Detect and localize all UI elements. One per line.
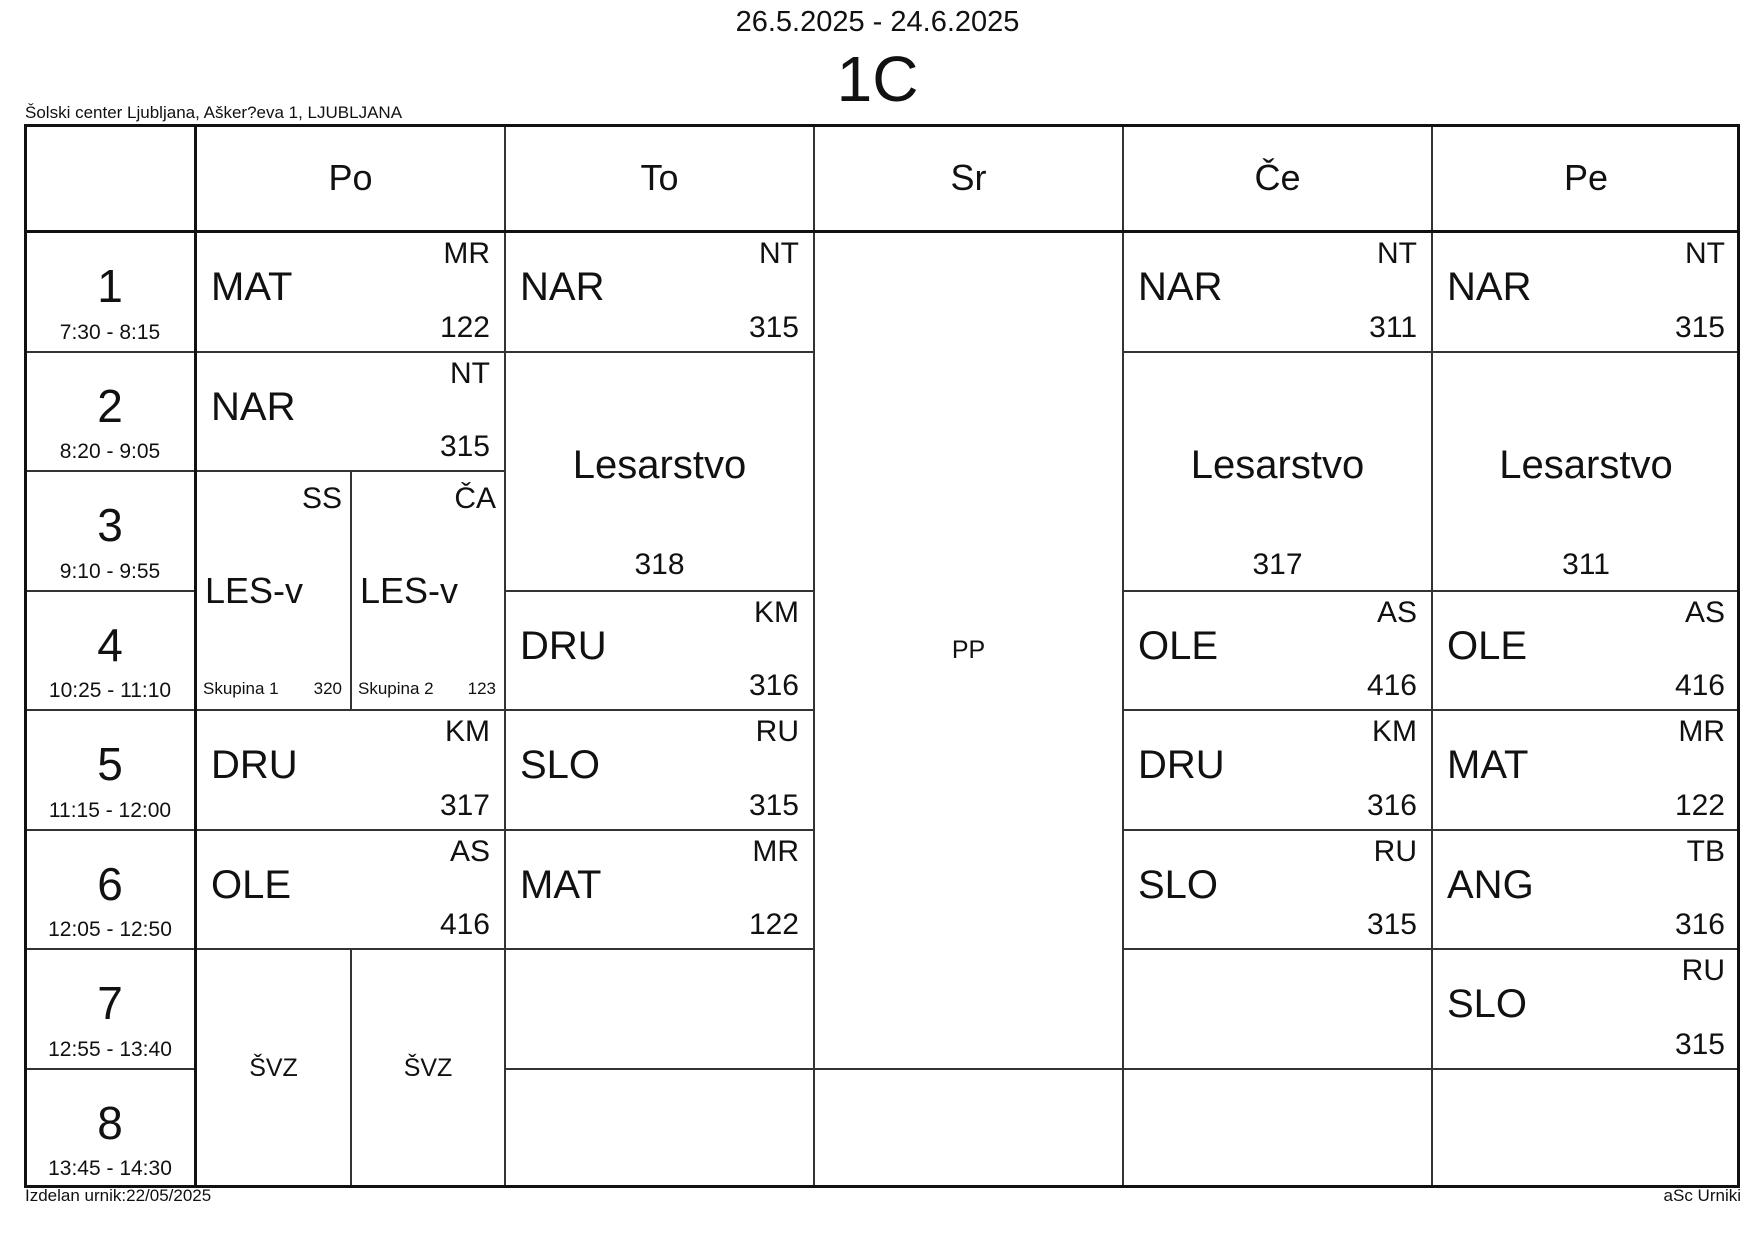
lesson-room: 316 [748, 669, 799, 702]
lesson-teacher: NT [450, 357, 490, 390]
created-date: Izdelan urnik:22/05/2025 [25, 1186, 212, 1205]
period-time: 8:20 - 9:05 [59, 440, 161, 463]
lesson-room: 315 [748, 789, 799, 822]
period-number: 4 [97, 619, 123, 671]
lesson-room: 416 [1366, 669, 1417, 702]
period-4 [24, 591, 196, 710]
lesson-subject: OLE [211, 863, 292, 907]
lesson-subject: ANG [1447, 863, 1534, 907]
period-time: 9:10 - 9:55 [59, 560, 161, 583]
lesson-room: 315 [439, 430, 490, 463]
lesson-teacher: AS [449, 835, 490, 868]
lesson-to-5[interactable] [505, 710, 814, 830]
lesson-teacher: AS [1684, 596, 1725, 629]
period-number: 8 [97, 1097, 123, 1149]
lesson-teacher: RU [1681, 954, 1725, 987]
lesson-subject: DRU [1138, 743, 1225, 787]
period-8 [24, 1069, 196, 1188]
day-header-po: Po [196, 124, 505, 232]
period-time: 7:30 - 8:15 [59, 321, 161, 344]
empty-to-7 [505, 949, 814, 1069]
lesson-subject: NAR [1447, 265, 1532, 309]
lesson-room: 311 [1369, 311, 1417, 344]
day-header-sr: Sr [814, 124, 1123, 232]
lesson-room: 311 [1562, 548, 1610, 581]
lesson-room: 317 [439, 789, 490, 822]
period-3 [24, 471, 196, 591]
lesson-teacher: ČA [454, 482, 496, 515]
period-number: 6 [97, 858, 123, 910]
lesson-ce-6[interactable] [1123, 830, 1432, 949]
period-time: 10:25 - 11:10 [48, 679, 172, 702]
lesson-room: 122 [439, 311, 490, 344]
lesson-subject: SLO [1447, 982, 1528, 1026]
lesson-po-5[interactable] [196, 710, 505, 830]
lesson-teacher: SS [301, 482, 342, 515]
lesson-teacher: NT [1685, 237, 1725, 270]
lesson-teacher: KM [754, 596, 799, 629]
lesson-room: 315 [1674, 1028, 1725, 1061]
period-time: 12:55 - 13:40 [48, 1038, 172, 1061]
empty-ce-8 [1123, 1069, 1432, 1188]
period-6 [24, 830, 196, 949]
period-1 [24, 232, 196, 352]
date-range: 26.5.2025 - 24.6.2025 [735, 6, 1020, 38]
lesson-teacher: NT [759, 237, 799, 270]
lesson-to-23[interactable] [505, 352, 814, 591]
period-number: 7 [97, 977, 123, 1029]
lesson-subject: Lesarstvo [572, 443, 747, 487]
lesson-teacher: MR [752, 835, 799, 868]
lesson-group: Skupina 1 [203, 679, 279, 698]
lesson-to-4[interactable] [505, 591, 814, 710]
empty-ce-7 [1123, 949, 1432, 1069]
period-time: 12:05 - 12:50 [48, 918, 172, 941]
lesson-room: 318 [634, 548, 685, 581]
period-column-divider [194, 124, 197, 1188]
period-time: 11:15 - 12:00 [48, 799, 172, 822]
period-2 [24, 352, 196, 471]
lesson-pe-4[interactable] [1432, 591, 1740, 710]
corner-cell [24, 124, 196, 232]
lesson-teacher: TB [1686, 835, 1725, 868]
lesson-po-34-group-1[interactable] [196, 471, 351, 710]
lesson-po-6[interactable] [196, 830, 505, 949]
lesson-subject: LES-v [360, 570, 459, 611]
lesson-ce-1[interactable] [1123, 232, 1432, 352]
lesson-to-1[interactable] [505, 232, 814, 352]
lesson-subject: SLO [520, 743, 601, 787]
lesson-room: 316 [1674, 908, 1725, 941]
lesson-po-78-group-2[interactable]: ŠVZ [351, 949, 505, 1188]
period-number: 5 [97, 738, 123, 790]
lesson-po-2[interactable] [196, 352, 505, 471]
lesson-room: 317 [1252, 548, 1303, 581]
lesson-subject: NAR [1138, 265, 1223, 309]
lesson-pe-7[interactable] [1432, 949, 1740, 1069]
lesson-pe-6[interactable] [1432, 830, 1740, 949]
lesson-ce-5[interactable] [1123, 710, 1432, 830]
lesson-subject: MAT [1447, 743, 1529, 787]
lesson-subject: MAT [211, 265, 293, 309]
empty-to-8 [505, 1069, 814, 1188]
lesson-room: 315 [1674, 311, 1725, 344]
header-divider [24, 230, 1740, 233]
lesson-pe-23[interactable] [1432, 352, 1740, 591]
lesson-teacher: NT [1377, 237, 1417, 270]
timetable-grid [24, 124, 1740, 1188]
day-header-to: To [505, 124, 814, 232]
lesson-to-6[interactable] [505, 830, 814, 949]
period-number: 2 [97, 380, 123, 432]
lesson-po-78-group-1[interactable]: ŠVZ [196, 949, 351, 1188]
lesson-teacher: KM [445, 715, 490, 748]
day-header-ce: Če [1123, 124, 1432, 232]
lesson-subject: OLE [1447, 624, 1528, 668]
lesson-teacher: MR [443, 237, 490, 270]
period-7 [24, 949, 196, 1069]
period-number: 3 [97, 499, 123, 551]
lesson-room: 316 [1366, 789, 1417, 822]
lesson-subject: DRU [520, 624, 607, 668]
lesson-subject: Lesarstvo [1499, 443, 1673, 487]
lesson-room: 315 [748, 311, 799, 344]
lesson-room: 123 [467, 679, 496, 698]
lesson-pe-1[interactable] [1432, 232, 1740, 352]
lesson-subject: NAR [211, 385, 296, 429]
lesson-ce-4[interactable] [1123, 591, 1432, 710]
lesson-teacher: KM [1372, 715, 1417, 748]
lesson-ce-23[interactable] [1123, 352, 1432, 591]
lesson-subject: LES-v [205, 570, 304, 611]
period-5 [24, 710, 196, 830]
lesson-po-1[interactable] [196, 232, 505, 352]
lesson-room: 416 [1674, 669, 1725, 702]
day-header-pe: Pe [1432, 124, 1740, 232]
class-title: 1C [836, 43, 919, 115]
lesson-teacher: RU [1373, 835, 1417, 868]
lesson-room: 122 [1674, 789, 1725, 822]
empty-pe-8 [1432, 1069, 1740, 1188]
school-address: Šolski center Ljubljana, Ašker?eva 1, LJUBLJANA [25, 103, 403, 122]
lesson-subject: NAR [520, 265, 605, 309]
software-credit: aSc Urniki [1663, 1186, 1741, 1205]
lesson-po-34-group-2[interactable] [351, 471, 505, 710]
lesson-subject: SLO [1138, 863, 1219, 907]
lesson-group: Skupina 2 [358, 679, 434, 698]
lesson-sr-pp[interactable]: PP [814, 232, 1123, 1069]
lesson-subject: DRU [211, 743, 298, 787]
lesson-teacher: MR [1678, 715, 1725, 748]
lesson-subject: OLE [1138, 624, 1219, 668]
empty-sr-8 [814, 1069, 1123, 1188]
lesson-room: 315 [1366, 908, 1417, 941]
period-time: 13:45 - 14:30 [48, 1157, 172, 1180]
lesson-subject: Lesarstvo [1190, 443, 1365, 487]
lesson-subject: MAT [520, 863, 602, 907]
period-number: 1 [97, 260, 123, 312]
lesson-room: 416 [439, 908, 490, 941]
lesson-teacher: RU [755, 715, 799, 748]
lesson-room: 320 [313, 679, 342, 698]
lesson-teacher: AS [1376, 596, 1417, 629]
lesson-room: 122 [748, 908, 799, 941]
lesson-pe-5[interactable] [1432, 710, 1740, 830]
